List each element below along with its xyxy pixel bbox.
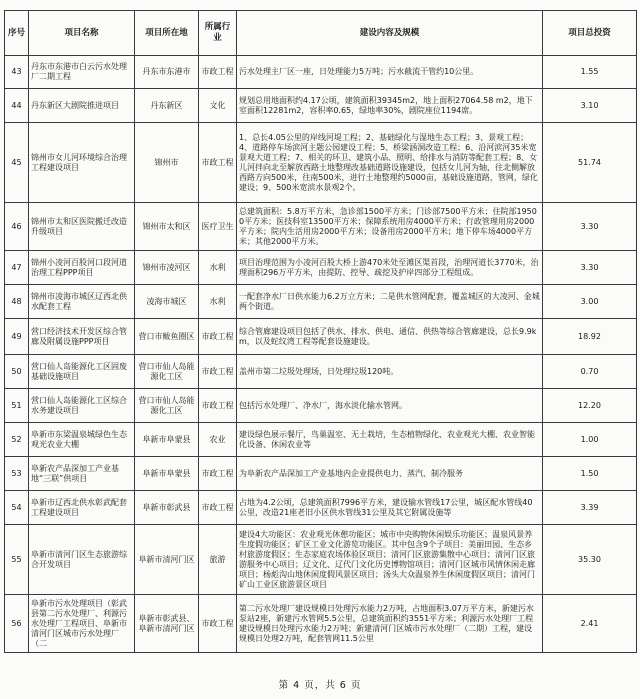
project-location: 丹东新区 bbox=[135, 89, 199, 123]
project-name: 阜新市辽西北供水彰武配套工程建设项目 bbox=[29, 491, 135, 525]
project-location: 锦州市凌河区 bbox=[135, 251, 199, 285]
table-row bbox=[5, 491, 637, 525]
project-location: 丹东市东港市 bbox=[135, 56, 199, 89]
project-location: 凌海市城区 bbox=[135, 285, 199, 319]
row-number: 49 bbox=[5, 319, 29, 355]
row-number: 45 bbox=[5, 123, 29, 203]
row-number: 53 bbox=[5, 457, 29, 491]
table-row bbox=[5, 389, 637, 423]
project-location: 阜新市彰武县、阜新市清河门区 bbox=[135, 595, 199, 653]
project-name: 营口仙人岛能源化工区综合水务建设项目 bbox=[29, 389, 135, 423]
table-row bbox=[5, 355, 637, 389]
project-investment: 35.30 bbox=[543, 525, 637, 595]
project-description: 第二污水处理厂建设规模日处理污水能力2万吨，占地面积3.07万平方米，新建污水泵站2座，新建污水管网5.5公里，总建筑面积约3551平方米；利源污水处理厂工程建设规模日处理污水能力2万吨；新建清河门区城市污水处理厂（二期）工程，建设规模日处理2万吨，配套管网11.5公里 bbox=[237, 595, 543, 653]
table-row bbox=[5, 251, 637, 285]
project-description: 综合管廊建设项目包括了供水、排水、供电、通信、供热等综合管廊建设，总长9.9km，以及蛇纹湾工程等配套设施建设。 bbox=[237, 319, 543, 355]
project-location: 营口市鲅鱼圈区 bbox=[135, 319, 199, 355]
row-number: 48 bbox=[5, 285, 29, 319]
row-number: 47 bbox=[5, 251, 29, 285]
project-industry: 水利 bbox=[199, 251, 237, 285]
project-investment: 51.74 bbox=[543, 123, 637, 203]
project-industry: 市政工程 bbox=[199, 123, 237, 203]
project-investment: 1.00 bbox=[543, 423, 637, 457]
project-investment: 0.70 bbox=[543, 355, 637, 389]
project-industry: 水利 bbox=[199, 285, 237, 319]
project-investment: 1.55 bbox=[543, 56, 637, 89]
project-location: 锦州市 bbox=[135, 123, 199, 203]
project-name: 阜新农产品深加工产业基地“三联”供项目 bbox=[29, 457, 135, 491]
project-investment: 18.92 bbox=[543, 319, 637, 355]
project-industry: 市政工程 bbox=[199, 491, 237, 525]
row-number: 50 bbox=[5, 355, 29, 389]
project-description: 总建筑面积：5.8万平方米，急诊部1500平方米；门诊部7500平方米；住院部19500平方米；医技科室13500平方米；保障系统用房4000平方米；行政管理用房2000平方米；院内生活用房2000平方米；设备用房2000平方米；地下停车场4000平方米；其他2000平方米。 bbox=[237, 203, 543, 251]
table-row bbox=[5, 203, 637, 251]
project-location: 阜新市清河门区 bbox=[135, 525, 199, 595]
table-row bbox=[5, 525, 637, 595]
project-industry: 市政工程 bbox=[199, 389, 237, 423]
header-content-scale: 建设内容及规模 bbox=[237, 11, 543, 56]
project-name: 锦州市凌海市城区辽西北供水配套工程 bbox=[29, 285, 135, 319]
project-industry: 市政工程 bbox=[199, 319, 237, 355]
project-name: 锦州市女儿河环境综合治理工程建设项目 bbox=[29, 123, 135, 203]
project-description: 建设绿色展示餐厅，鸟巢温室、无土栽培，生态植物绿化、农业观光大棚、农业智能化设备、休闲农业等 bbox=[237, 423, 543, 457]
project-industry: 市政工程 bbox=[199, 457, 237, 491]
project-investment: 3.39 bbox=[543, 491, 637, 525]
project-description: 包括污水处理厂、净水厂，海水淡化输水管网。 bbox=[237, 389, 543, 423]
project-name: 锦州市太和区医院搬迁改造升级项目 bbox=[29, 203, 135, 251]
project-name: 营口经济技术开发区综合管廊及附属设施PPP项目 bbox=[29, 319, 135, 355]
project-investment: 3.30 bbox=[543, 203, 637, 251]
project-description: 盖州市第二垃圾处理场，日处理垃圾120吨。 bbox=[237, 355, 543, 389]
project-description: 规划总用地面积约4.17公顷，建筑面积39345m2，地上面积27064.58 m2，地下室面积12281m2，容积率0.65，绿地率30%，剧院座位1194席。 bbox=[237, 89, 543, 123]
project-investment: 3.10 bbox=[543, 89, 637, 123]
row-number: 46 bbox=[5, 203, 29, 251]
project-description: 占地为4.2公顷，总建筑面积7996平方米，建设输水管线17公里，城区配水管线40公里，改造21座老旧小区供水管线31公里及其它附属设施等 bbox=[237, 491, 543, 525]
project-name: 丹东市东港市白云污水处理厂二期工程 bbox=[29, 56, 135, 89]
project-investment: 2.41 bbox=[543, 595, 637, 653]
header-project-name: 项目名称 bbox=[29, 11, 135, 56]
project-name: 阜新市污水处理项目（彰武县第二污水处理厂、利源污水处理厂工程项目、阜新市清河门区城市污水处理厂（二 bbox=[29, 595, 135, 653]
row-number: 44 bbox=[5, 89, 29, 123]
row-number: 52 bbox=[5, 423, 29, 457]
table-row bbox=[5, 595, 637, 653]
project-description: 建设4大功能区：农业观光休憩功能区；城市中央购物休闲娱乐功能区；温泉风景养生度假功能区；矿区工业文化游览功能区。其中包含9个子项目：美丽田园、生态乡村旅游度假区；生态家庭农场体验区项目；清河门区旅游集散中心项目；清河门区旅游服务中心项目；辽文化、辽代门文化历史博物馆项目；清河门区城市风情休闲走廊项目；杨彪沟山地休闲度假风景区项目；汤头大众温泉养生休闲度假区项目；清河门矿山工业区旅游景区项目 bbox=[237, 525, 543, 595]
table-row bbox=[5, 319, 637, 355]
project-description: 为阜新农产品深加工产业基地内企业提供电力、蒸汽、制冷服务 bbox=[237, 457, 543, 491]
project-industry: 市政工程 bbox=[199, 355, 237, 389]
project-investment: 1.50 bbox=[543, 457, 637, 491]
project-industry: 农业 bbox=[199, 423, 237, 457]
project-investment: 3.30 bbox=[543, 251, 637, 285]
project-investment: 3.00 bbox=[543, 285, 637, 319]
project-industry: 市政工程 bbox=[199, 595, 237, 653]
header-total-investment: 项目总投资 bbox=[543, 11, 637, 56]
project-location: 营口市仙人岛能源化工区 bbox=[135, 355, 199, 389]
project-industry: 旅游 bbox=[199, 525, 237, 595]
project-investment: 12.20 bbox=[543, 389, 637, 423]
project-name: 阜新市清河门区生态旅游综合开发项目 bbox=[29, 525, 135, 595]
table-row bbox=[5, 89, 637, 123]
header-industry: 所属行业 bbox=[199, 11, 237, 56]
project-description: 项目治理范围为小凌河百股大桥上游470米处至滩区渠首段，治理河道长3770米，治理面积296万平方米，由提防、控导、疏挖及护岸四部分工程组成。 bbox=[237, 251, 543, 285]
row-number: 54 bbox=[5, 491, 29, 525]
header-no: 序号 bbox=[5, 11, 29, 56]
table-row bbox=[5, 423, 637, 457]
table-row bbox=[5, 457, 637, 491]
project-name: 营口仙人岛能源化工区固废基础设施项目 bbox=[29, 355, 135, 389]
project-location: 阜新市阜蒙县 bbox=[135, 423, 199, 457]
project-industry: 医疗卫生 bbox=[199, 203, 237, 251]
page-number-footer: 第 4 页，共 6 页 bbox=[278, 680, 362, 691]
project-name: 锦州小凌河百股河口段河道治理工程PPP项目 bbox=[29, 251, 135, 285]
project-description: 污水处理主厂区一座，日处理能力5万吨；污水截流干管约10公里。 bbox=[237, 56, 543, 89]
project-description: 一配套净水厂日供水能力6.2万立方米；二是供水管网配套，覆盖城区的大凌河、金城两个街道。 bbox=[237, 285, 543, 319]
project-name: 阜新市东梁温泉城绿色生态观光农业大棚 bbox=[29, 423, 135, 457]
project-location: 营口市仙人岛能源化工区 bbox=[135, 389, 199, 423]
row-number: 43 bbox=[5, 56, 29, 89]
row-number: 51 bbox=[5, 389, 29, 423]
row-number: 56 bbox=[5, 595, 29, 653]
table-header-row bbox=[5, 11, 637, 56]
project-location: 锦州市太和区 bbox=[135, 203, 199, 251]
project-industry: 市政工程 bbox=[199, 56, 237, 89]
project-industry: 文化 bbox=[199, 89, 237, 123]
project-location: 阜新市阜蒙县 bbox=[135, 457, 199, 491]
project-name: 丹东新区大剧院推进项目 bbox=[29, 89, 135, 123]
table-row bbox=[5, 285, 637, 319]
table-row bbox=[5, 56, 637, 89]
project-description: 1、总长4.05公里的岸线河堤工程；2、基础绿化与湿地生态工程；3、景观工程；4、道路停车场滨河主题公园建设工程；5、桥梁涵洞改造工程；6、沿河滨河35米宽景观大道工程；7、相关的环卫、建筑小品、照明、给排水与消防等配套工程；8、女儿河拌向北至解放西路土地整理改基础道路设施建设，包括女儿河为轴，往北侧解放西路方向500米，往南500米，进行土地整理约5000亩，基础设施道路，管网，绿化建设；9、500米宽滨水景观2个。 bbox=[237, 123, 543, 203]
project-location: 阜新市彰武县 bbox=[135, 491, 199, 525]
project-table bbox=[4, 10, 637, 653]
row-number: 55 bbox=[5, 525, 29, 595]
header-location: 项目所在地 bbox=[135, 11, 199, 56]
table-row bbox=[5, 123, 637, 203]
